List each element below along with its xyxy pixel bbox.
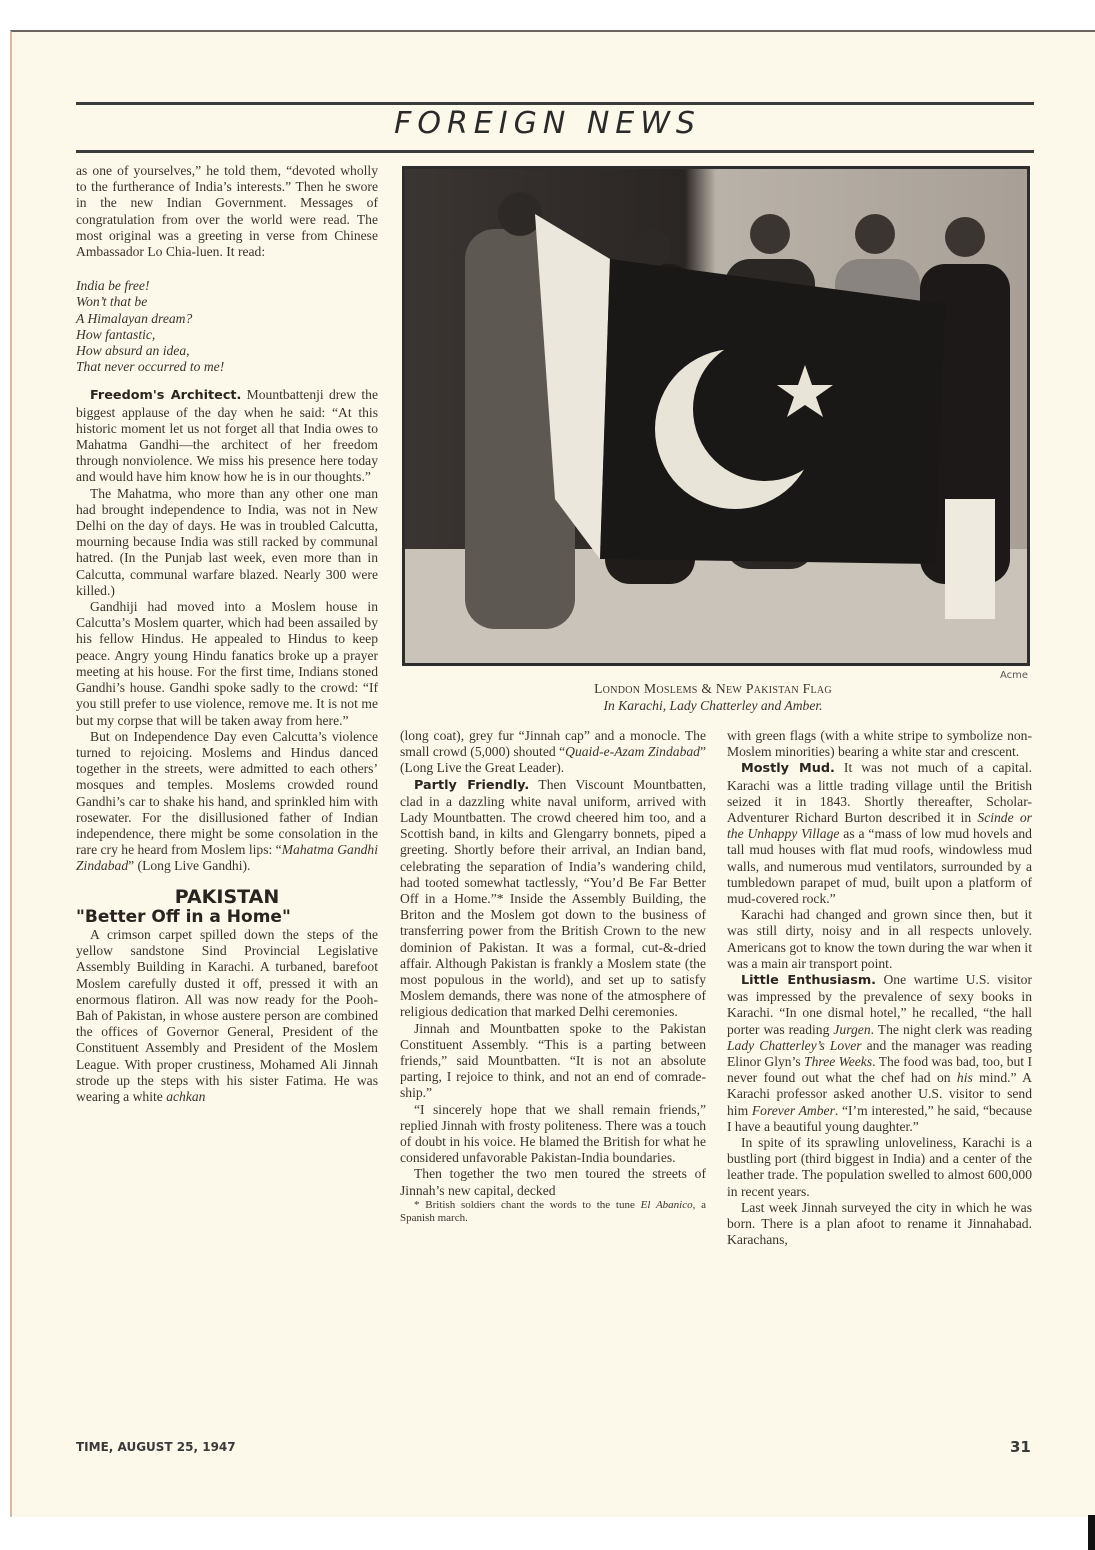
paragraph: But on Independence Day even Calcutta’s violence turned to rejoicing. Moslems and Hindus danced together in the streets, were admitted to each others’ mosques and temples. Moslems crowded round Gandhi’s car to shake his hand, and sprinkled him with rosewater. For the disillusioned father of Indian independence, there might be some consolation in the rare cry he heard from Moslem lips: “Mahatma Gandhi Zindabad” (Long Live Gandhi). [76, 728, 379, 874]
footer-dateline: TIME, AUGUST 25, 1947 [76, 1440, 236, 1454]
poem-line: A Himalayan dream? [76, 310, 193, 326]
photo-caption [402, 680, 1024, 714]
poem-line: How absurd an idea, [76, 343, 190, 359]
paragraph: with green flags (with a white stripe to symbolize non-Moslem minorities) bearing a white star and crescent. [727, 728, 1032, 760]
footnote: * British soldiers chant the words to the tune El Abanico, a Spanish march. [400, 1198, 707, 1224]
news-photo [402, 166, 1030, 666]
run-in-heading: Mostly Mud. [741, 761, 835, 777]
poem-line: That never occurred to me! [76, 359, 225, 375]
poem-line: Won’t that be [76, 294, 148, 310]
column-1 [76, 163, 378, 1105]
poem [76, 278, 378, 375]
caption-title: London Moslems & New Pakistan Flag [594, 681, 832, 696]
paragraph: Little Enthusiasm. One wartime U.S. visitor was impressed by the prevalence of sexy books in Karachi. “In one dismal hotel,” he recalled, “the hall porter was reading Jurgen. The night clerk was reading Lady Chatterley’s Lover and the manager was reading Elinor Glyn’s Three Weeks. The food was bad, too, but I never found out what the chef had on his mind.” A Karachi professor asked another U.S. visitor to send him Forever Amber. “I’m interested,” he said, “because I have a beautiful young daughter.” [727, 972, 1033, 1134]
column-2 [400, 728, 706, 1225]
paragraph: The Mahatma, who more than any other one man had brought independence to India, was not in New Delhi on the day of days. He was in troubled Calcutta, mourning because India was still racked by communal hatred. (In the Punjab last week, even more than in Calcutta, communal warfare blazed. Nearly 300 were killed.) [76, 485, 378, 598]
run-in-heading: Freedom's Architect. [90, 388, 242, 404]
page-edge [1088, 1515, 1095, 1550]
article-headline: "Better Off in a Home" [76, 906, 291, 927]
column-3 [727, 728, 1032, 1249]
run-in-heading: Little Enthusiasm. [741, 973, 877, 989]
page-number: 31 [1010, 1438, 1031, 1456]
caption-subtitle: In Karachi, Lady Chatterley and Amber. [603, 698, 823, 713]
photo-credit: Acme [1000, 670, 1029, 681]
paragraph: Last week Jinnah surveyed the city in which he was born. There is a plan afoot to rename it Jinnahabad. Karachans, [727, 1199, 1032, 1248]
paragraph: “I sincerely hope that we shall remain friends,” replied Jinnah with frosty politeness. There was a touch of doubt in his voice. He blamed the British for what he considered unfavorable Pakistan-India boundaries. [400, 1101, 706, 1166]
section-kicker: PAKISTAN [174, 885, 280, 908]
header-bottom-rule [76, 150, 1034, 153]
paragraph: as one of yourselves,” he told them, “devoted wholly to the furtherance of India’s interests.” Then he swore in the new Indian Government. Messages of congratulation from over the world were read. The most original was a greeting in verse from Chinese Ambassador Lo Chia-luen. It read: [76, 163, 378, 260]
paragraph: A crimson carpet spilled down the steps of the yellow sandstone Sind Provincial Legislative Assembly Building in Karachi. A turbaned, barefoot Moslem carefully dusted it off, pressed it with an enormous flatiron. All was now ready for the Pooh-Bah of Pakistan, in whose austere person are combined the offices of Governor General, President of the Constituent Assembly and President of the Moslem League. With proper crustiness, Mohamed Ali Jinnah strode up the steps with his sister Fatima. He was wearing a white achkan [76, 926, 378, 1104]
section-title: FOREIGN NEWS [394, 106, 701, 141]
paragraph: Freedom's Architect. Mountbattenji drew the biggest applause of the day when he said: “At this historic moment let us not forget all that India owes to Mahatma Gandhi—the architect of her freedom through nonviolence. We miss his presence here today and would have him know how he is in our thoughts.” [76, 387, 379, 485]
paragraph: Mostly Mud. It was not much of a capital. Karachi was a little trading village until the British seized it in 1843. Shortly thereafter, Scholar-Adventurer Richard Burton described it in Scinde or the Unhappy Village as a “mass of low mud hovels and tall mud houses with flat mud roofs, windowless mud walls, and numerous mud ventilators, surrounded by a tumbledown parapet of mud, built upon a platform of mud-covered rock.” [727, 760, 1032, 907]
run-in-heading: Partly Friendly. [414, 777, 530, 793]
paragraph: In spite of its sprawling unloveliness, Karachi is a bustling port (third biggest in India) and a center of the leather trade. The population swelled to almost 600,000 in recent years. [727, 1135, 1032, 1199]
poem-line: India be free! [76, 278, 150, 294]
pakistan-flag-photo-icon [405, 169, 1027, 663]
top-rule [76, 102, 1034, 105]
paragraph: Gandhiji had moved into a Moslem house in Calcutta’s Moslem quarter, which had been assailed by his fellow Hindus. He appealed to Hindus to keep peace. Angry young Hindu fanatics broke up a prayer meeting at his house. For the first time, Indians stoned Gandhi’s house. Gandhi spoke sadly to the crowd: “If you still prefer to use violence, remove me. It is not me but my corpse that will be taken away from here.” [76, 599, 378, 728]
paragraph: Karachi had changed and grown since then, but it was still dirty, noisy and in all respects unlovely. Americans got to know the town during the war when it was a main air transport point. [727, 907, 1032, 971]
poem-line: How fantastic, [76, 326, 156, 342]
paragraph: Jinnah and Mountbatten spoke to the Pakistan Constituent Assembly. “This is a parting between friends,” said Mountbatten. “It is not an absolute parting, I rejoice to think, and not an end of comradeship.” [400, 1020, 706, 1101]
paragraph: Then together the two men toured the streets of Jinnah’s new capital, decked [400, 1166, 706, 1198]
paragraph: Partly Friendly. Then Viscount Mountbatten, clad in a dazzling white naval uniform, arrived with Lady Mountbatten. The crowd cheered him too, and a Scottish band, in kilts and Glengarry bonnets, piped a greeting. Shortly before their arrival, an Indian band, celebrating the separation of India’s wandering child, had tooted somewhat tactlessly, “You’d Be Far Better Off in a Home.”* Inside the Assembly Building, the Briton and the Moslem got down to the business of transferring power from the British Crown to the new dominion of Pakistan. It was a formal, cut-&-dried affair. Although Pakistan is frankly a Moslem state (the most populous in the world), and set up to satisfy Moslem demands, there was none of the atmosphere of religious dedication that marked Delhi ceremonies. [400, 776, 706, 1020]
paragraph: (long coat), grey fur “Jinnah cap” and a monocle. The small crowd (5,000) shouted “Quaid-e-Azam Zindabad” (Long Live the Great Leader). [400, 728, 707, 776]
